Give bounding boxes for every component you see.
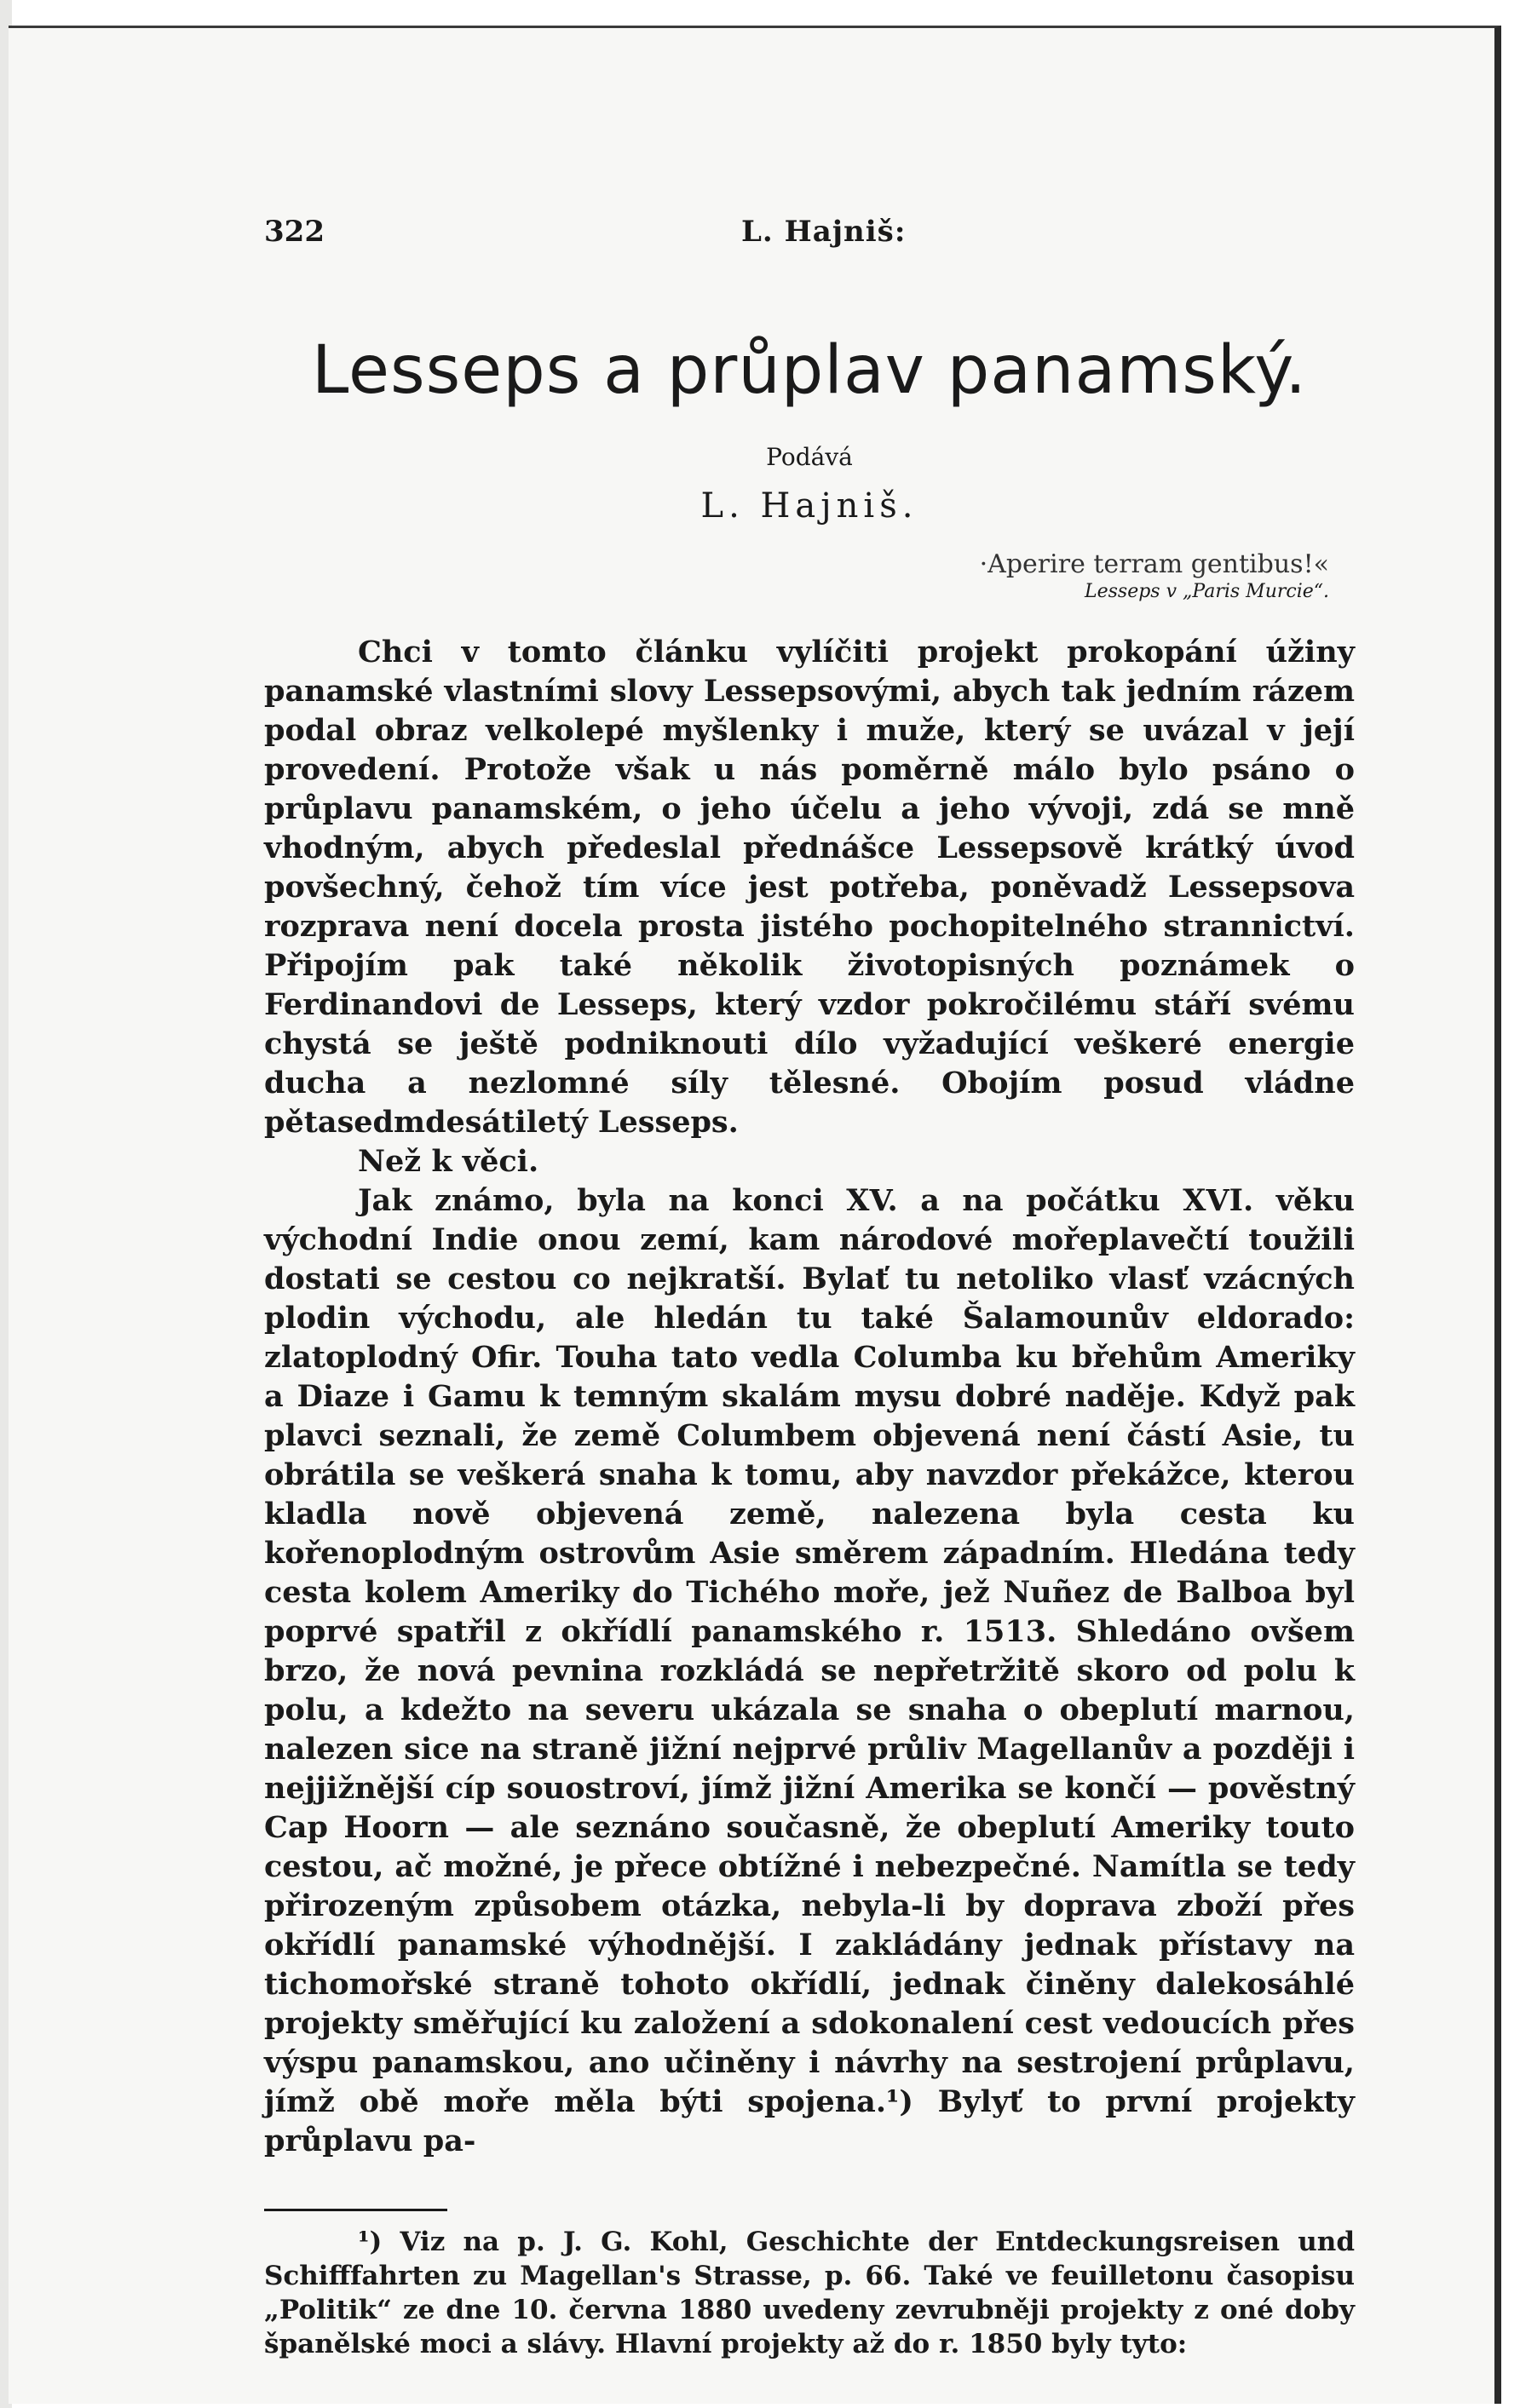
author-name: L. Hajniš. <box>700 486 918 526</box>
article-body <box>264 633 1355 2161</box>
paragraph: Chci v tomto článku vylíčiti projekt prokopání úžiny panamské vlastními slovy Lessepsovými, abych tak jedním rázem podal obraz velkolepé myšlenky i muže, který se uvázal v její provedení. Protože však u nás poměrně málo bylo psáno o průplavu panamském, o jeho účelu a jeho vývoji, zdá se mně vhodným, abych předeslal přednášce Lessepsově krátký úvod povšechný, čehož tím více jest potřeba, poněvadž Lessepsova rozprava není docela prosta jistého pochopitelného strannictví. Připojím pak také několik životopisných poznámek o Ferdinandovi de Lesseps, který vzdor pokročilému stáří svému chystá se ještě podniknouti dílo vyžadující veškeré energie ducha a nezlomné síly tělesné. Obojím posud vládne pětasedmdesátiletý Lesseps. <box>264 635 1355 1140</box>
footnote-divider <box>264 2209 447 2211</box>
article-title: Lesseps a průplav panamský. <box>311 332 1308 409</box>
paragraph: Než k věci. <box>358 1144 539 1179</box>
epigraph-quote: ·Aperire terram gentibus!« <box>979 549 1329 579</box>
footnote: ¹) Viz na p. J. G. Kohl, Geschichte der Entdeckungsreisen und Schifffahrten zu Magellan's Strasse, p. 66. Také ve feuilletonu časopisu „Politik“ ze dne 10. června 1880 uvedeny zevrubněji projekty z oné doby španělské moci a slávy. Hlavní projekty až do r. 1850 byly tyto: <box>264 2227 1355 2359</box>
page-content <box>264 204 1355 2361</box>
epigraph-source: Lesseps v „Paris Murcie“. <box>1084 581 1329 602</box>
paragraph: Jak známo, byla na konci XV. a na počátku XVI. věku východní Indie onou zemí, kam národové mořeplavečtí toužili dostati se cestou co nejkratší. Bylať tu netoliko vlasť vzácných plodin východu, ale hledán tu také Šalamounův eldorado: zlatoplodný Ofir. Touha tato vedla Columba ku břehům Ameriky a Diaze i Gamu k temným skalám mysu dobré naděje. Když pak plavci seznali, že země Columbem objevená není částí Asie, tu obrátila se veškerá snaha k tomu, aby navzdor překážce, kterou kladla nově objevená země, nalezena byla cesta ku kořenoplodným ostrovům Asie směrem západním. Hledána tedy cesta kolem Ameriky do Tichého moře, jež Nuñez de Balboa byl poprvé spatřil z okřídlí panamského r. 1513. Shledáno ovšem brzo, že nová pevnina rozkládá se nepřetržitě skoro od polu k polu, a kdežto na severu ukázala se snaha o obeplutí marnou, nalezen sice na straně jižní nejprvé průliv Magellanův a později i nejjižnější cíp souostroví, jímž jižní Amerika se končí — pověstný Cap Hoorn — ale seznáno současně, že obeplutí Ameriky touto cestou, ač možné, je přece obtížné i nebezpečné. Namítla se tedy přirozeným způsobem otázka, nebyla-li by doprava zboží přes okřídlí panamské výhodnější. I zakládány jednak přístavy na tichomořské straně tohoto okřídlí, jednak činěny dalekosáhlé projekty směřující ku založení a sdokonalení cest vedoucích přes výspu panamskou, ano učiněny i návrhy na sestrojení průplavu, jímž obě moře měla býti spojena.¹) Bylyť to první projekty průplavu pa- <box>264 1183 1355 2158</box>
byline-label: Podává <box>766 443 853 471</box>
epigraph <box>264 549 1355 602</box>
page-number: 322 <box>264 215 325 249</box>
page-header <box>264 204 1355 256</box>
running-head: L. Hajniš: <box>741 215 907 249</box>
